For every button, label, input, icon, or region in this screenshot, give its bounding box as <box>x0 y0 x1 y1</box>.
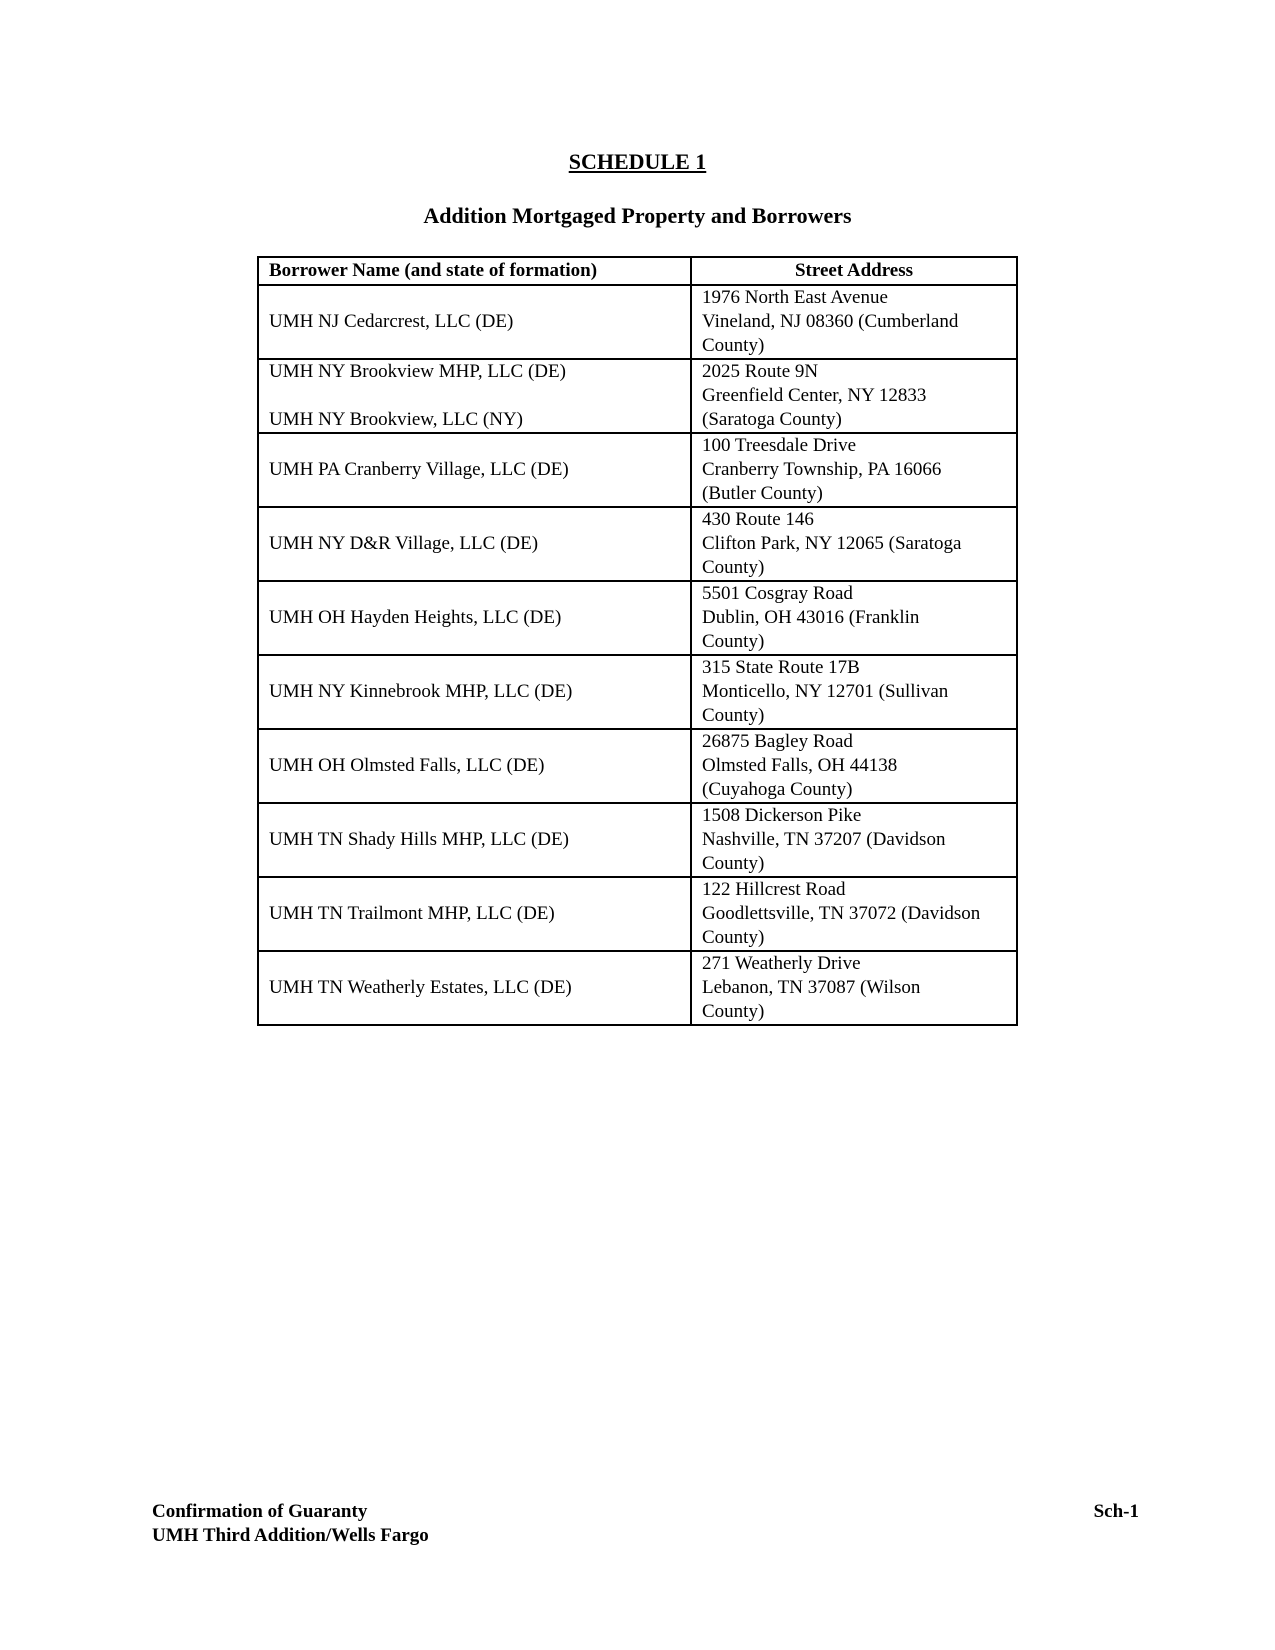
borrower-name: UMH NJ Cedarcrest, LLC (DE) <box>269 311 514 332</box>
borrower-cell <box>258 507 691 581</box>
address-line: 2025 Route 9N <box>702 361 819 382</box>
address-line: County) <box>702 1001 765 1022</box>
table-row <box>258 803 1017 877</box>
address-line: 122 Hillcrest Road <box>702 879 846 900</box>
page-subtitle: Addition Mortgaged Property and Borrowers <box>423 203 852 228</box>
address-line: County) <box>702 705 765 726</box>
address-cell <box>691 581 1017 655</box>
address-line: 1508 Dickerson Pike <box>702 805 862 826</box>
address-cell <box>691 507 1017 581</box>
address-line: 271 Weatherly Drive <box>702 953 861 974</box>
address-line: 26875 Bagley Road <box>702 731 853 752</box>
address-line: County) <box>702 557 765 578</box>
borrower-cell <box>258 803 691 877</box>
borrower-cell <box>258 433 691 507</box>
address-line: County) <box>702 853 765 874</box>
address-line: Cranberry Township, PA 16066 <box>702 459 942 480</box>
footer-line-1: Confirmation of Guaranty <box>152 1501 368 1522</box>
address-line: 1976 North East Avenue <box>702 287 888 308</box>
address-line: (Cuyahoga County) <box>702 779 853 800</box>
borrower-name: UMH NY Brookview MHP, LLC (DE) <box>269 361 566 382</box>
address-line: (Butler County) <box>702 483 823 504</box>
address-line: (Saratoga County) <box>702 409 842 430</box>
table-row <box>258 581 1017 655</box>
borrower-name: UMH OH Olmsted Falls, LLC (DE) <box>269 755 545 776</box>
borrower-cell <box>258 951 691 1025</box>
borrower-cell <box>258 285 691 359</box>
address-cell <box>691 285 1017 359</box>
address-cell <box>691 433 1017 507</box>
borrower-name: UMH NY Brookview, LLC (NY) <box>269 409 524 430</box>
address-line: County) <box>702 335 765 356</box>
address-line: County) <box>702 631 765 652</box>
footer-line-2: UMH Third Addition/Wells Fargo <box>152 1525 429 1546</box>
borrower-name: UMH OH Hayden Heights, LLC (DE) <box>269 607 562 628</box>
borrower-name: UMH TN Trailmont MHP, LLC (DE) <box>269 903 555 924</box>
address-line: 315 State Route 17B <box>702 657 860 678</box>
address-line: Vineland, NJ 08360 (Cumberland <box>702 311 959 332</box>
address-line: Lebanon, TN 37087 (Wilson <box>702 977 921 998</box>
footer-document-title <box>152 1500 429 1548</box>
address-line: Olmsted Falls, OH 44138 <box>702 755 898 776</box>
address-cell <box>691 359 1017 433</box>
table-row <box>258 433 1017 507</box>
address-line: Greenfield Center, NY 12833 <box>702 385 927 406</box>
borrower-name: UMH NY Kinnebrook MHP, LLC (DE) <box>269 681 573 702</box>
table-row <box>258 729 1017 803</box>
address-cell <box>691 951 1017 1025</box>
borrower-cell <box>258 581 691 655</box>
borrower-cell <box>258 877 691 951</box>
column-header-address: Street Address <box>691 257 1017 285</box>
address-cell <box>691 729 1017 803</box>
page-title: SCHEDULE 1 <box>568 149 707 174</box>
borrower-name: UMH TN Weatherly Estates, LLC (DE) <box>269 977 572 998</box>
table-row <box>258 285 1017 359</box>
address-line: Goodlettsville, TN 37072 (Davidson <box>702 903 981 924</box>
address-line: Clifton Park, NY 12065 (Saratoga <box>702 533 962 554</box>
address-cell <box>691 877 1017 951</box>
address-line: 5501 Cosgray Road <box>702 583 853 604</box>
address-line: County) <box>702 927 765 948</box>
footer-page-number: Sch-1 <box>1093 1501 1139 1522</box>
table-row <box>258 359 1017 433</box>
borrower-cell <box>258 655 691 729</box>
address-line: 430 Route 146 <box>702 509 814 530</box>
address-cell <box>691 655 1017 729</box>
address-line: Dublin, OH 43016 (Franklin <box>702 607 920 628</box>
borrower-cell <box>258 729 691 803</box>
schedule-table <box>257 256 1018 1026</box>
borrower-cell <box>258 359 691 433</box>
address-line: Monticello, NY 12701 (Sullivan <box>702 681 949 702</box>
borrower-name: UMH TN Shady Hills MHP, LLC (DE) <box>269 829 569 850</box>
table-header-row <box>258 257 1017 285</box>
table-row <box>258 951 1017 1025</box>
borrower-name: UMH PA Cranberry Village, LLC (DE) <box>269 459 569 480</box>
borrower-name: UMH NY D&R Village, LLC (DE) <box>269 533 539 554</box>
table-row <box>258 655 1017 729</box>
column-header-borrower: Borrower Name (and state of formation) <box>258 257 691 285</box>
table-row <box>258 507 1017 581</box>
address-line: Nashville, TN 37207 (Davidson <box>702 829 946 850</box>
address-cell <box>691 803 1017 877</box>
address-line: 100 Treesdale Drive <box>702 435 857 456</box>
table-row <box>258 877 1017 951</box>
